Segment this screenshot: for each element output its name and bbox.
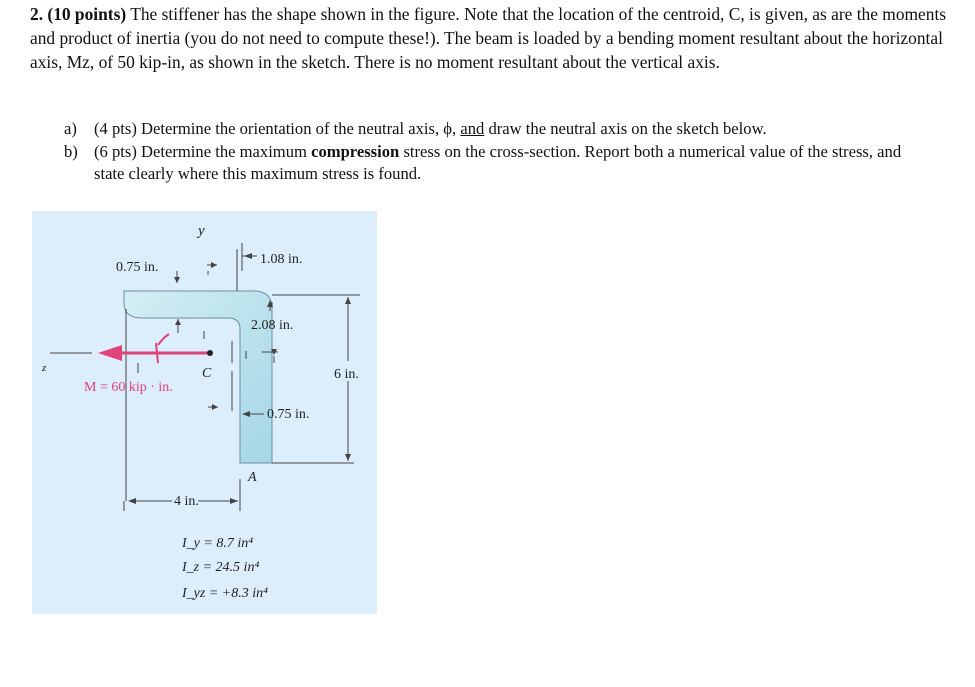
- inertia-iy: I_y = 8.7 in⁴: [182, 536, 254, 551]
- centroid-label: C: [202, 366, 212, 381]
- part-b-text-end: stress on the cross-section. Report both a numerical value of the stress, and state clearly where this maximum stress is found.: [94, 141, 902, 183]
- problem-number: 2.: [30, 4, 44, 24]
- figure-svg: [32, 211, 377, 614]
- moment-arrow: [98, 334, 208, 363]
- part-a-points: (4 pts): [94, 119, 137, 138]
- tick-marks: [138, 271, 246, 373]
- part-b-bold: compression: [311, 141, 400, 161]
- part-b-label: b): [64, 141, 78, 161]
- question-parts: [64, 118, 934, 186]
- dim-web-thickness: 0.75 in.: [267, 407, 310, 422]
- part-a: [64, 118, 934, 141]
- part-b-points: (6 pts): [94, 141, 137, 161]
- stiffener-figure: [32, 211, 377, 614]
- point-a-label: A: [248, 470, 257, 485]
- part-a-label: a): [64, 119, 77, 138]
- dim-top-left: 0.75 in.: [116, 260, 159, 275]
- problem-points: (10 points): [47, 4, 127, 24]
- part-a-underlined: and: [460, 119, 485, 138]
- part-a-text-end: draw the neutral axis on the sketch below.: [488, 119, 767, 138]
- z-axis-label: z: [42, 362, 47, 374]
- y-axis-label: y: [198, 223, 205, 239]
- part-a-text: Determine the orientation of the neutral axis, ϕ,: [141, 119, 457, 138]
- inertia-iz: I_z = 24.5 in⁴: [182, 560, 260, 575]
- dim-height: 6 in.: [334, 367, 359, 382]
- part-b-text: Determine the maximum: [141, 141, 307, 161]
- problem-statement: [30, 2, 950, 74]
- cross-section-shape: [124, 291, 272, 463]
- part-b: [64, 141, 934, 186]
- dim-width: 4 in.: [174, 494, 199, 509]
- dim-middle: 2.08 in.: [251, 318, 294, 333]
- inertia-iyz: I_yz = +8.3 in⁴: [182, 586, 268, 601]
- centroid-point: [207, 350, 213, 356]
- dim-top-right: 1.08 in.: [260, 252, 303, 267]
- problem-text: The stiffener has the shape shown in the figure. Note that the location of the centroid, C, is given, as are the moments and product of inertia (you do not need to compute these!). The beam is loaded by a bending moment resultant about the horizontal axis, Mz, of 50 kip-in, as shown in the sketch. There is no moment resultant about the vertical axis.: [30, 4, 947, 72]
- moment-label: M = 60 kip · in.: [84, 380, 173, 395]
